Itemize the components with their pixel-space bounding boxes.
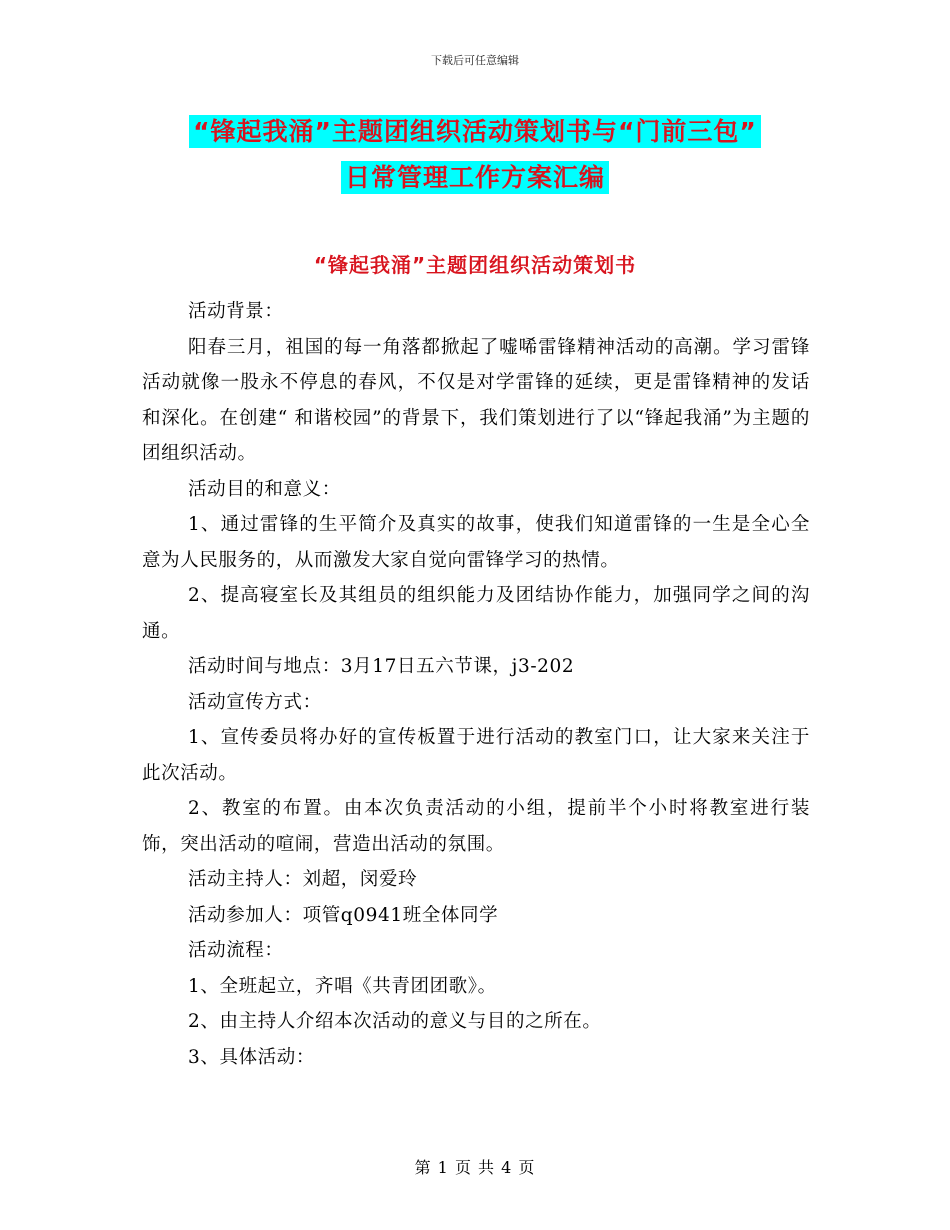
main-title-line-2-text: 日常管理工作方案汇编 [341,161,609,194]
paragraph: 2、由主持人介绍本次活动的意义与目的之所在。 [188,1011,602,1032]
paragraph: 活动参加人：项管q0941班全体同学 [188,904,499,926]
paragraph: 活动宣传方式： [188,691,322,713]
paragraph: 3、具体活动： [188,1046,315,1068]
paragraph: 阳春三月，祖国的每一角落都掀起了嘘唏雷锋精神活动的高潮。学习雷锋活动就像一股永不停息的春风，不仅是对学雷锋的延续，更是雷锋精神的发话和深化。在创建“ 和谐校园”的背景下，我们策划进行了以“锋起我涌”为主题的团组织活动。 [142,336,810,464]
page-footer: 第 1 页 共 4 页 [414,1158,536,1177]
header-note: 下载后可任意编辑 [431,54,519,67]
section-title: “锋起我涌”主题团组织活动策划书 [313,253,637,277]
paragraph: 活动流程： [188,940,284,961]
paragraph: 活动时间与地点：3月17日五六节课，j3-202 [188,656,575,677]
main-title-line-2 [0,158,950,194]
paragraph: 活动主持人：刘超，闵爱玲 [188,869,418,890]
paragraph: 活动背景： [188,301,284,322]
main-title-line-1-text: “锋起我涌”主题团组织活动策划书与“门前三包” [189,115,761,148]
document-body [142,294,810,1075]
paragraph: 1、全班起立，齐唱《共青团团歌》。 [188,975,497,997]
paragraph: 活动目的和意义： [188,478,341,500]
paragraph: 2、提高寝室长及其组员的组织能力及团结协作能力，加强同学之间的沟通。 [142,585,810,642]
paragraph: 1、通过雷锋的生平简介及真实的故事，使我们知道雷锋的一生是全心全意为人民服务的，从而激发大家自觉向雷锋学习的热情。 [142,514,810,571]
main-title-line-1 [0,112,950,148]
paragraph: 1、宣传委员将办好的宣传板置于进行活动的教室门口，让大家来关注于此次活动。 [142,727,810,784]
paragraph: 2、教室的布置。由本次负责活动的小组，提前半个小时将教室进行装饰，突出活动的喧闹，营造出活动的氛围。 [142,798,810,855]
